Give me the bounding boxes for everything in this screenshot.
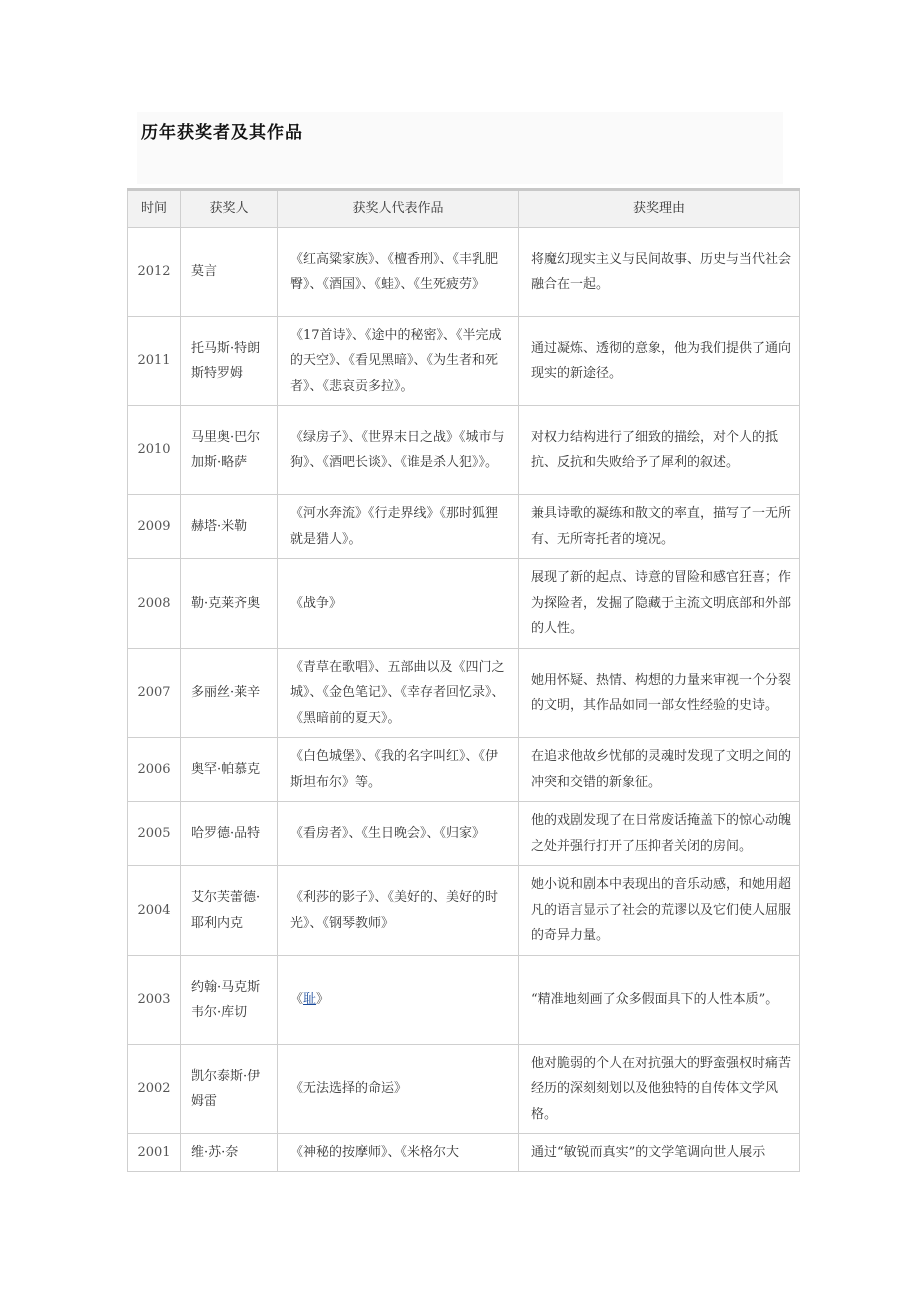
reason-cell: 通过凝炼、透彻的意象，他为我们提供了通向现实的新途径。 xyxy=(519,317,800,406)
laureates-table xyxy=(127,188,800,1172)
page-title: 历年获奖者及其作品 xyxy=(141,123,303,143)
laureate-cell: 艾尔芙蕾德·耶利内克 xyxy=(181,866,278,956)
laureate-cell: 赫塔·米勒 xyxy=(181,495,278,559)
reason-cell: 展现了新的起点、诗意的冒险和感官狂喜；作为探险者，发掘了隐藏于主流文明底部和外部的人性。 xyxy=(519,559,800,649)
reason-cell: 他的戏剧发现了在日常废话掩盖下的惊心动魄之处并强行打开了压抑者关闭的房间。 xyxy=(519,802,800,866)
reason-cell: 对权力结构进行了细致的描绘，对个人的抵抗、反抗和失败给予了犀利的叙述。 xyxy=(519,406,800,495)
table-row xyxy=(128,738,800,802)
heading-box xyxy=(137,112,783,184)
reason-cell: 他对脆弱的个人在对抗强大的野蛮强权时痛苦经历的深刻刻划以及他独特的自传体文学风格。 xyxy=(519,1045,800,1134)
laureate-cell: 哈罗德·品特 xyxy=(181,802,278,866)
works-suffix: 》 xyxy=(316,992,330,1008)
laureate-cell: 维·苏·奈 xyxy=(181,1134,278,1172)
works-cell: 《绿房子》、《世界末日之战》《城市与狗》、《酒吧长谈》、《谁是杀人犯》》。 xyxy=(278,406,519,495)
table-row xyxy=(128,559,800,649)
laureate-cell: 奥罕·帕慕克 xyxy=(181,738,278,802)
works-cell: 《青草在歌唱》、五部曲以及《四门之城》、《金色笔记》、《幸存者回忆录》、《黑暗前的夏天》。 xyxy=(278,649,519,738)
work-link-shame[interactable]: 耻 xyxy=(303,992,317,1008)
year-cell: 2008 xyxy=(128,559,181,649)
reason-cell: 她小说和剧本中表现出的音乐动感，和她用超凡的语言显示了社会的荒谬以及它们使人屈服的奇异力量。 xyxy=(519,866,800,956)
col-header-year: 时间 xyxy=(128,190,181,228)
reason-cell: 将魔幻现实主义与民间故事、历史与当代社会融合在一起。 xyxy=(519,228,800,317)
works-cell xyxy=(278,956,519,1045)
table-row xyxy=(128,317,800,406)
year-cell: 2012 xyxy=(128,228,181,317)
table-header-row xyxy=(128,190,800,228)
works-cell: 《利莎的影子》、《美好的、美好的时光》、《钢琴教师》 xyxy=(278,866,519,956)
laureate-cell: 莫言 xyxy=(181,228,278,317)
table-row xyxy=(128,228,800,317)
laureate-cell: 凯尔泰斯·伊姆雷 xyxy=(181,1045,278,1134)
laureate-cell: 马里奥·巴尔加斯·略萨 xyxy=(181,406,278,495)
laureate-cell: 勒·克莱齐奥 xyxy=(181,559,278,649)
reason-cell: 在追求他故乡忧郁的灵魂时发现了文明之间的冲突和交错的新象征。 xyxy=(519,738,800,802)
laureate-cell: 多丽丝·莱辛 xyxy=(181,649,278,738)
works-cell: 《看房者》、《生日晚会》、《归家》 xyxy=(278,802,519,866)
works-cell: 《17首诗》、《途中的秘密》、《半完成的天空》、《看见黑暗》、《为生者和死者》、《悲哀贡多拉》。 xyxy=(278,317,519,406)
works-cell: 《无法选择的命运》 xyxy=(278,1045,519,1134)
col-header-works: 获奖人代表作品 xyxy=(278,190,519,228)
works-cell: 《战争》 xyxy=(278,559,519,649)
table-row xyxy=(128,1134,800,1172)
table-row xyxy=(128,1045,800,1134)
reason-cell: 她用怀疑、热情、构想的力量来审视一个分裂的文明，其作品如同一部女性经验的史诗。 xyxy=(519,649,800,738)
year-cell: 2001 xyxy=(128,1134,181,1172)
reason-cell: “精准地刻画了众多假面具下的人性本质”。 xyxy=(519,956,800,1045)
year-cell: 2006 xyxy=(128,738,181,802)
reason-cell: 通过“敏锐而真实”的文学笔调向世人展示 xyxy=(519,1134,800,1172)
table-row xyxy=(128,956,800,1045)
year-cell: 2007 xyxy=(128,649,181,738)
col-header-reason: 获奖理由 xyxy=(519,190,800,228)
works-prefix: 《 xyxy=(290,992,304,1008)
year-cell: 2011 xyxy=(128,317,181,406)
reason-cell: 兼具诗歌的凝练和散文的率直，描写了一无所有、无所寄托者的境况。 xyxy=(519,495,800,559)
col-header-laureate: 获奖人 xyxy=(181,190,278,228)
year-cell: 2005 xyxy=(128,802,181,866)
year-cell: 2004 xyxy=(128,866,181,956)
works-cell: 《河水奔流》《行走界线》《那时狐狸就是猎人》。 xyxy=(278,495,519,559)
year-cell: 2002 xyxy=(128,1045,181,1134)
table-row xyxy=(128,866,800,956)
year-cell: 2003 xyxy=(128,956,181,1045)
works-cell: 《红高粱家族》、《檀香刑》、《丰乳肥臀》、《酒国》、《蛙》、《生死疲劳》 xyxy=(278,228,519,317)
table-row xyxy=(128,649,800,738)
table-row xyxy=(128,802,800,866)
works-cell: 《神秘的按摩师》、《米格尔大 xyxy=(278,1134,519,1172)
year-cell: 2010 xyxy=(128,406,181,495)
laureate-cell: 约翰·马克斯韦尔·库切 xyxy=(181,956,278,1045)
laureate-cell: 托马斯·特朗斯特罗姆 xyxy=(181,317,278,406)
works-cell: 《白色城堡》、《我的名字叫红》、《伊斯坦布尔》等。 xyxy=(278,738,519,802)
table-row xyxy=(128,495,800,559)
table-row xyxy=(128,406,800,495)
year-cell: 2009 xyxy=(128,495,181,559)
